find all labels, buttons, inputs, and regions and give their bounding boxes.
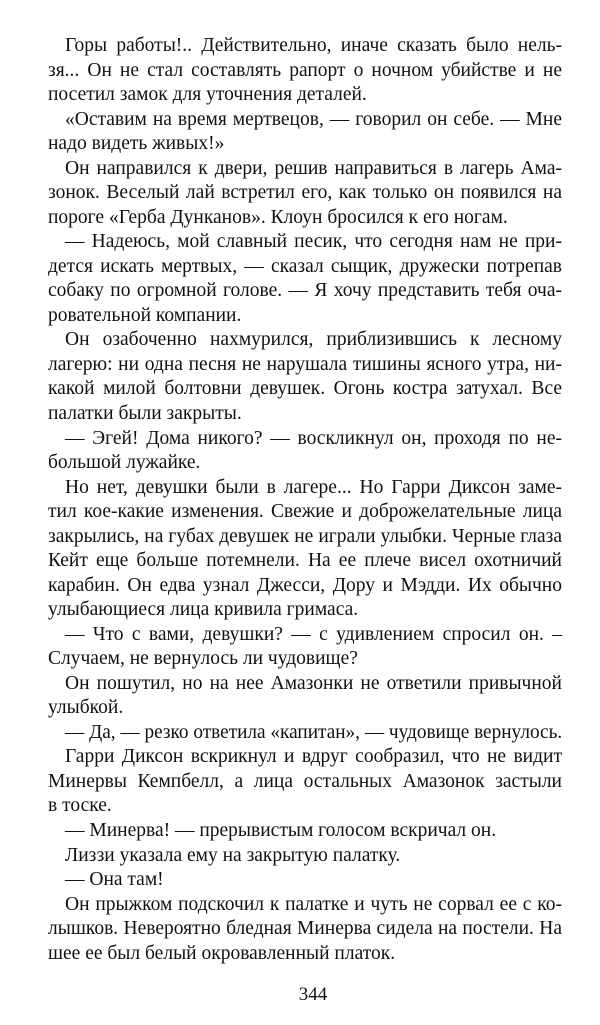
text-line [48, 893, 562, 918]
text-line-content: большой лужайке. [48, 452, 201, 474]
text-line [48, 279, 562, 304]
text-line-content: — Минерва! — прерывистым голосом вскричал он. [65, 820, 497, 841]
text-line-content: Он направился к двери, решив направиться в лагерь Ама- [65, 157, 562, 179]
text-line [48, 549, 562, 574]
text-line-content: палатки были закрыты. [48, 402, 242, 424]
text-line [48, 745, 562, 770]
paragraph [48, 672, 562, 721]
text-line [48, 377, 562, 402]
text-line [48, 181, 562, 206]
paragraph [48, 868, 562, 893]
text-line [48, 942, 562, 967]
text-line [48, 304, 562, 329]
text-line-content: собаку по огромной голове. — Я хочу представить тебя оча- [48, 280, 562, 302]
text-line [48, 623, 562, 648]
text-line-content: посетил замок для уточнения деталей. [48, 84, 367, 106]
text-line-content: улыбкой. [48, 697, 124, 719]
text-line-content: Горы работы!.. Действительно, иначе сказать было нель- [65, 35, 562, 56]
text-line-content: — Эгей! Дома никого? — воскликнул он, проходя по не- [65, 427, 562, 449]
text-line-content: Лиззи указала ему на закрытую палатку. [65, 844, 401, 866]
text-line-content: какой милой болтовни девушек. Огонь костра затухал. Все [48, 378, 562, 400]
paragraph [48, 230, 562, 328]
text-line-content: тил кое-какие изменения. Свежие и доброжелательные лица [48, 501, 562, 523]
text-line-content: ровательной компании. [48, 304, 242, 326]
paragraph [48, 34, 562, 108]
text-line [48, 819, 562, 844]
text-line-content: — Она там! [65, 869, 164, 891]
text-line [48, 83, 562, 108]
paragraph [48, 819, 562, 844]
text-line [48, 598, 562, 623]
text-line-content: Он озабоченно нахмурился, приблизившись к лесному [65, 329, 562, 351]
text-line [48, 500, 562, 525]
page-body-text [48, 34, 562, 966]
text-line-content: зонок. Веселый лай встретил его, как только он появился на [48, 182, 562, 204]
text-line-content: Гарри Диксон вскрикнул и вдруг сообразил, что не видит [65, 746, 562, 768]
text-line [48, 157, 562, 182]
text-line [48, 696, 562, 721]
text-line [48, 844, 562, 869]
paragraph [48, 721, 562, 746]
text-line-content: Он пошутил, но на нее Амазонки не ответили привычной [65, 672, 562, 694]
text-line-content: Кейт еще больше потемнели. На ее плече висел охотничий [48, 550, 562, 572]
text-line [48, 574, 562, 599]
paragraph [48, 427, 562, 476]
text-line [48, 206, 562, 231]
text-line [48, 108, 562, 133]
paragraph [48, 157, 562, 231]
text-line-content: «Оставим на время мертвецов, — говорил он себе. — Мне [65, 108, 562, 130]
text-line-content: лагерю: ни одна песня не нарушала тишины ясного утра, ни- [48, 353, 562, 375]
paragraph [48, 745, 562, 819]
text-line-content: дется искать мертвых, — сказал сыщик, дружески потрепав [48, 255, 562, 277]
text-line [48, 328, 562, 353]
text-line [48, 427, 562, 452]
text-line-content: лышков. Невероятно бледная Минерва сидела на постели. На [48, 918, 562, 940]
text-line-content: улыбающиеся лица кривила гримаса. [48, 599, 359, 621]
text-line [48, 255, 562, 280]
page-number: 344 [298, 984, 328, 1005]
text-line [48, 230, 562, 255]
text-line [48, 917, 562, 942]
text-line [48, 647, 562, 672]
paragraph [48, 893, 562, 967]
text-line [48, 59, 562, 84]
paragraph [48, 328, 562, 426]
text-line [48, 794, 562, 819]
paragraph [48, 108, 562, 157]
text-line [48, 34, 562, 59]
paragraph [48, 844, 562, 869]
text-line [48, 721, 562, 746]
text-line-content: Он прыжком подскочил к палатке и чуть не сорвал ее с ко- [65, 893, 562, 915]
text-line-content: надо видеть живых!» [48, 133, 225, 155]
text-line-content: закрылись, на губах девушек не играли улыбки. Черные глаза [48, 525, 562, 547]
text-line-content: пороге «Герба Дунканов». Клоун бросился к его ногам. [48, 206, 508, 228]
text-line-content: Случаем, не вернулось ли чудовище? [48, 648, 358, 670]
text-line [48, 451, 562, 476]
text-line [48, 770, 562, 795]
text-line-content: в тоске. [48, 795, 112, 817]
text-line [48, 353, 562, 378]
text-line [48, 132, 562, 157]
text-line-content: — Надеюсь, мой славный песик, что сегодня нам не при- [65, 231, 562, 253]
text-line-content: — Да, — резко ответила «капитан», — чудовище вернулось. [65, 721, 563, 743]
text-line-content: зя... Он не стал составлять рапорт о ночном убийстве и не [48, 59, 562, 81]
paragraph [48, 623, 562, 672]
text-line [48, 672, 562, 697]
text-line-content: шее ее был белый окровавленный платок. [48, 942, 396, 964]
text-line-content: Минервы Кемпбелл, а лица остальных Амазонок застыли [48, 770, 562, 792]
text-line [48, 402, 562, 427]
text-line-content: Но нет, девушки были в лагере... Но Гарри Диксон заме- [65, 476, 562, 498]
text-line-content: — Что с вами, девушки? — с удивлением спросил он. – [65, 623, 562, 645]
text-line [48, 868, 562, 893]
paragraph [48, 476, 562, 623]
text-line [48, 525, 562, 550]
text-line-content: карабин. Он едва узнал Джесси, Дору и Мэдди. Их обычно [48, 574, 562, 596]
text-line [48, 476, 562, 501]
